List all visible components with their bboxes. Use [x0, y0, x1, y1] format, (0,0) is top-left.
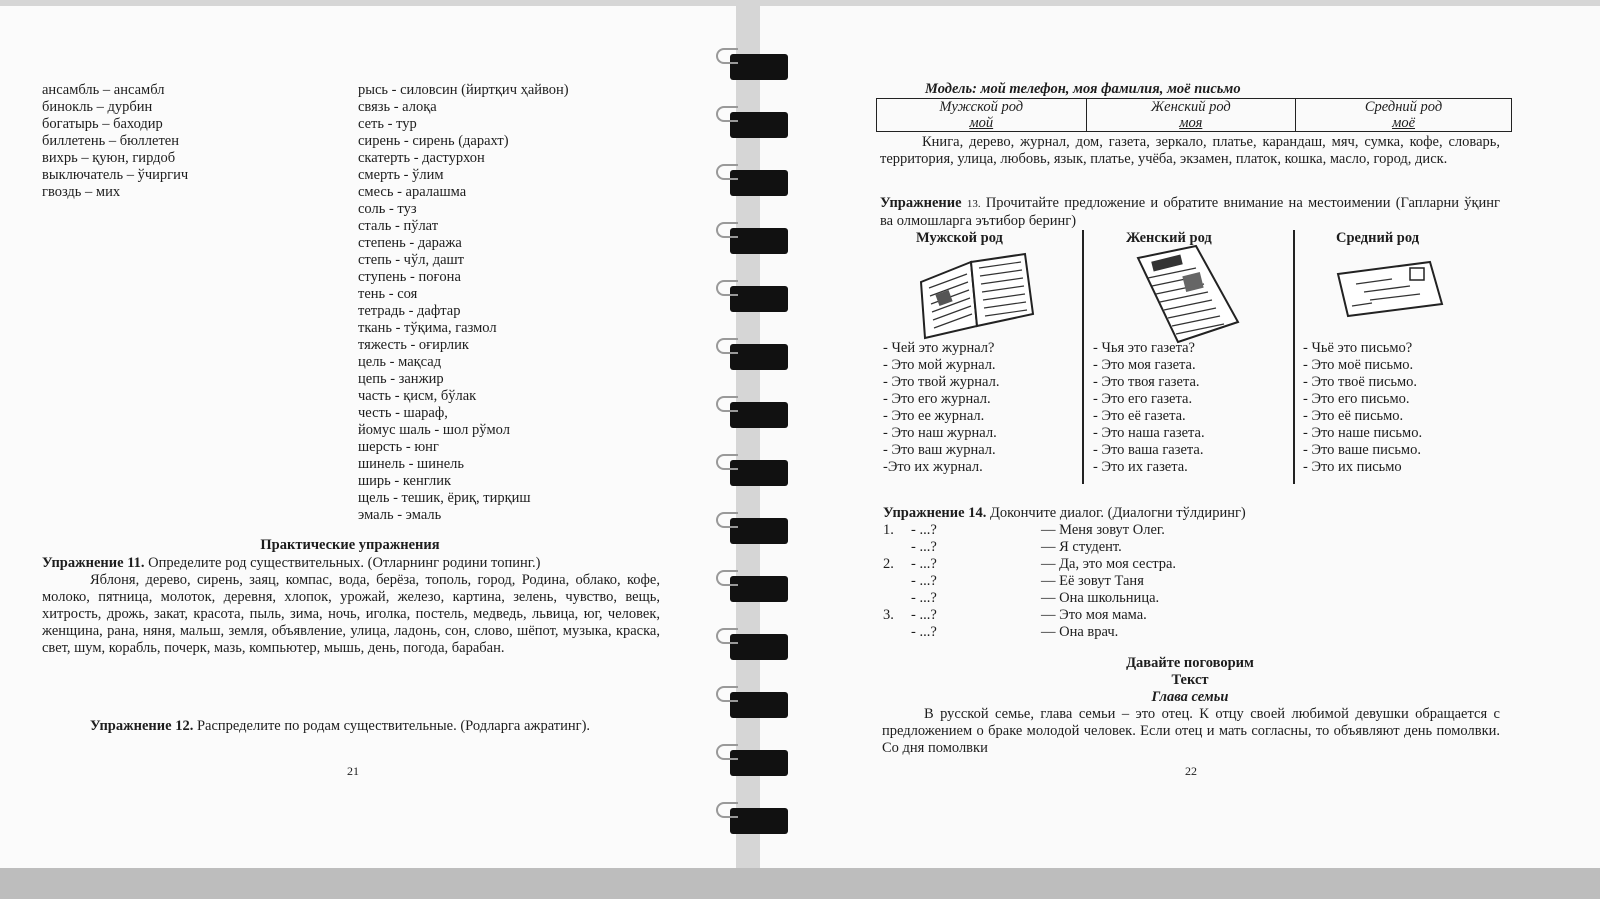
vocab-item: связь - алоқа — [358, 99, 437, 115]
ex13-column-n — [1303, 340, 1422, 476]
ex13-header-f: Женский род — [1126, 230, 1212, 246]
vocab-column-2 — [358, 82, 569, 524]
text-body: В русской семье, глава семьи – это отец. К отцу своей любимой девушки обращается с предложением о браке молодой человек. Если отец и мать согласны, то объявляют день помолвки. Со дня помолвки — [882, 706, 1500, 756]
vocab-item: выключатель – ўчиргич — [42, 167, 189, 183]
vocab-item: ансамбль – ансамбл — [42, 82, 165, 98]
vocab-item: ширь - кенглик — [358, 473, 451, 489]
exercise-12 — [42, 718, 660, 735]
text-label: Текст — [1171, 672, 1209, 688]
vocab-item: шинель - шинель — [358, 456, 465, 472]
vocab-item: цепь - занжир — [358, 371, 444, 387]
newspaper-picture — [1134, 244, 1244, 344]
section-title: Практические упражнения — [260, 537, 440, 553]
sentence: - Это наша газета. — [1093, 425, 1205, 441]
ex13-header-n: Средний род — [1336, 230, 1420, 246]
sentence: - Это наш журнал. — [883, 425, 997, 441]
exercise-13-number: 13. — [966, 198, 981, 210]
ex13-header-m: Мужской род — [916, 230, 1003, 246]
exercise-13-label: Упражнение — [880, 195, 962, 211]
vocab-item: богатырь – баходир — [42, 116, 163, 132]
vocab-item: сталь - пўлат — [358, 218, 439, 234]
magazine-picture — [915, 252, 1043, 340]
pronoun-f: моя — [1179, 115, 1203, 131]
exercise-11-body: Яблоня, дерево, сирень, заяц, компас, вода, берёза, тополь, город, Родина, облако, кофе, молоко, пятница, молоток, деревня, хлопок, урожай, железо, картина, зелень, чувство, вещь, хитрость, дрожь, закат, красота, пыль, зима, ночь, иголка, постель, медведь, львица, юг, человек, женщина, рана, няня, мальш, земля, объявление, улица, ладонь, сон, слово, шёпот, музыка, краска, свет, шум, корабль, почерк, мазь, компьютер, мышь, день, погода, барабан. — [42, 572, 660, 656]
sentence: - Это твоя газета. — [1093, 374, 1200, 390]
text-title: Глава семьи — [1151, 689, 1229, 705]
page-number-left: 21 — [347, 764, 359, 778]
sentence: - Это его журнал. — [883, 391, 991, 407]
exercise-12-task: Распределите по родам существительные. (Родларга ажратинг). — [196, 718, 591, 734]
page-number-right: 22 — [1185, 764, 1197, 778]
vocab-item: смесь - аралашма — [358, 184, 467, 200]
vocab-item: сирень - сирень (дарахт) — [358, 133, 509, 149]
vocab-item: смерть - ўлим — [358, 167, 444, 183]
exercise-14 — [883, 505, 1246, 522]
exercise-12-label: Упражнение 12. — [90, 718, 194, 734]
word-list: Книга, дерево, журнал, дом, газета, зеркало, платье, карандаш, мяч, сумка, кофе, словарь, территория, улица, любовь, язык, платье, учёба, экзамен, платок, кошка, масло, город, диск. — [880, 134, 1500, 167]
sentence: - Это твой журнал. — [883, 374, 1000, 390]
vocab-item: тяжесть - оғирлик — [358, 337, 469, 353]
vocab-item: соль - туз — [358, 201, 417, 217]
exercise-14-task: Докончите диалог. (Диалогни тўлдиринг) — [989, 505, 1246, 521]
sentence: - Это ее журнал. — [883, 408, 985, 424]
sentence: - Это моя газета. — [1093, 357, 1196, 373]
pronoun-n: моё — [1392, 115, 1416, 131]
vocab-item: гвоздь – мих — [42, 184, 121, 200]
exercise-11-task: Определите род существительных. (Отларнинг родини топинг.) — [148, 555, 541, 571]
vocab-item: эмаль - эмаль — [358, 507, 442, 523]
vocab-item: степь - чўл, дашт — [358, 252, 465, 268]
dialog-line: 3. - ...? — Это моя мама. — [883, 607, 1147, 623]
sentence: -Это их журнал. — [883, 459, 983, 475]
sentence: - Это их письмо — [1303, 459, 1402, 475]
sentence: - Это его газета. — [1093, 391, 1193, 407]
lets-talk-heading: Давайте поговорим — [1126, 655, 1254, 671]
sentence: - Это её газета. — [1093, 408, 1186, 424]
sentence: - Это ваша газета. — [1093, 442, 1204, 458]
sentence: - Чей это журнал? — [883, 340, 995, 356]
pronoun-m: мой — [969, 115, 994, 131]
ex13-column-f — [1093, 340, 1205, 476]
letter-picture — [1334, 260, 1446, 320]
gender-header-n: Средний род — [1364, 99, 1443, 115]
vocab-column-1 — [42, 82, 188, 201]
vocab-item: скатерть - дастурхон — [358, 150, 485, 166]
exercise-11-label: Упражнение 11. — [42, 555, 145, 571]
dialog-line: 1. - ...? — Меня зовут Олег. — [883, 522, 1165, 538]
vocab-item: шерсть - юнг — [358, 439, 439, 455]
sentence: - Чьё это письмо? — [1303, 340, 1413, 356]
sentence: - Это мой журнал. — [883, 357, 996, 373]
vocab-item: тетрадь - дафтар — [358, 303, 461, 319]
dialog-line: - ...? — Я студент. — [911, 539, 1122, 555]
vocab-item: сеть - тур — [358, 116, 417, 132]
vocab-item: честь - шараф, — [358, 405, 448, 421]
exercise-13 — [880, 195, 1500, 230]
dialog-line: - ...? — Она школьница. — [911, 590, 1160, 606]
vocab-item: тень - соя — [358, 286, 418, 302]
exercise-14-label: Упражнение 14. — [883, 505, 987, 521]
sentence: - Это твоё письмо. — [1303, 374, 1418, 390]
vocab-item: йомус шаль - шол рўмол — [358, 422, 510, 438]
vocab-item: часть - қисм, бўлак — [358, 388, 477, 404]
sentence: - Это её письмо. — [1303, 408, 1404, 424]
dialog-line: - ...? — Она врач. — [911, 624, 1119, 640]
vocab-item: рысь - силовсин (йиртқич ҳайвон) — [358, 82, 569, 98]
sentence: - Это их газета. — [1093, 459, 1188, 475]
exercise-13-task: Прочитайте предложение и обратите внимание на местоимении (Гапларни ўқинг ва олмошларга эътибор беринг) — [880, 195, 1501, 229]
dialog — [883, 522, 1176, 641]
model-line: Модель: мой телефон, моя фамилия, моё письмо — [925, 81, 1241, 97]
sentence: - Это ваш журнал. — [883, 442, 996, 458]
scan-shadow — [0, 868, 1600, 899]
vocab-item: ткань - тўқима, газмол — [358, 320, 497, 336]
dialog-line: - ...? — Её зовут Таня — [911, 573, 1144, 589]
vocab-item: бинокль – дурбин — [42, 99, 153, 115]
spiral-binding — [712, 0, 810, 899]
sentence: - Это моё письмо. — [1303, 357, 1414, 373]
vocab-item: цель - мақсад — [358, 354, 442, 370]
vocab-item: щель - тешик, ёриқ, тирқиш — [358, 490, 531, 506]
sentence: - Чья это газета? — [1093, 340, 1195, 356]
ex13-column-m — [883, 340, 999, 476]
dialog-line: 2. - ...? — Да, это моя сестра. — [883, 556, 1177, 572]
exercise-11 — [42, 555, 660, 657]
vocab-item: вихрь – қуюн, гирдоб — [42, 150, 176, 166]
vocab-item: степень - даража — [358, 235, 462, 251]
sentence: - Это наше письмо. — [1303, 425, 1423, 441]
sentence: - Это ваше письмо. — [1303, 442, 1421, 458]
gender-table — [876, 98, 1512, 132]
gender-header-f: Женский род — [1150, 99, 1231, 115]
sentence: - Это его письмо. — [1303, 391, 1410, 407]
vocab-item: ступень - поғона — [358, 269, 461, 285]
vocab-item: биллетень – бюллетен — [42, 133, 179, 149]
gender-header-m: Мужской род — [939, 99, 1024, 115]
